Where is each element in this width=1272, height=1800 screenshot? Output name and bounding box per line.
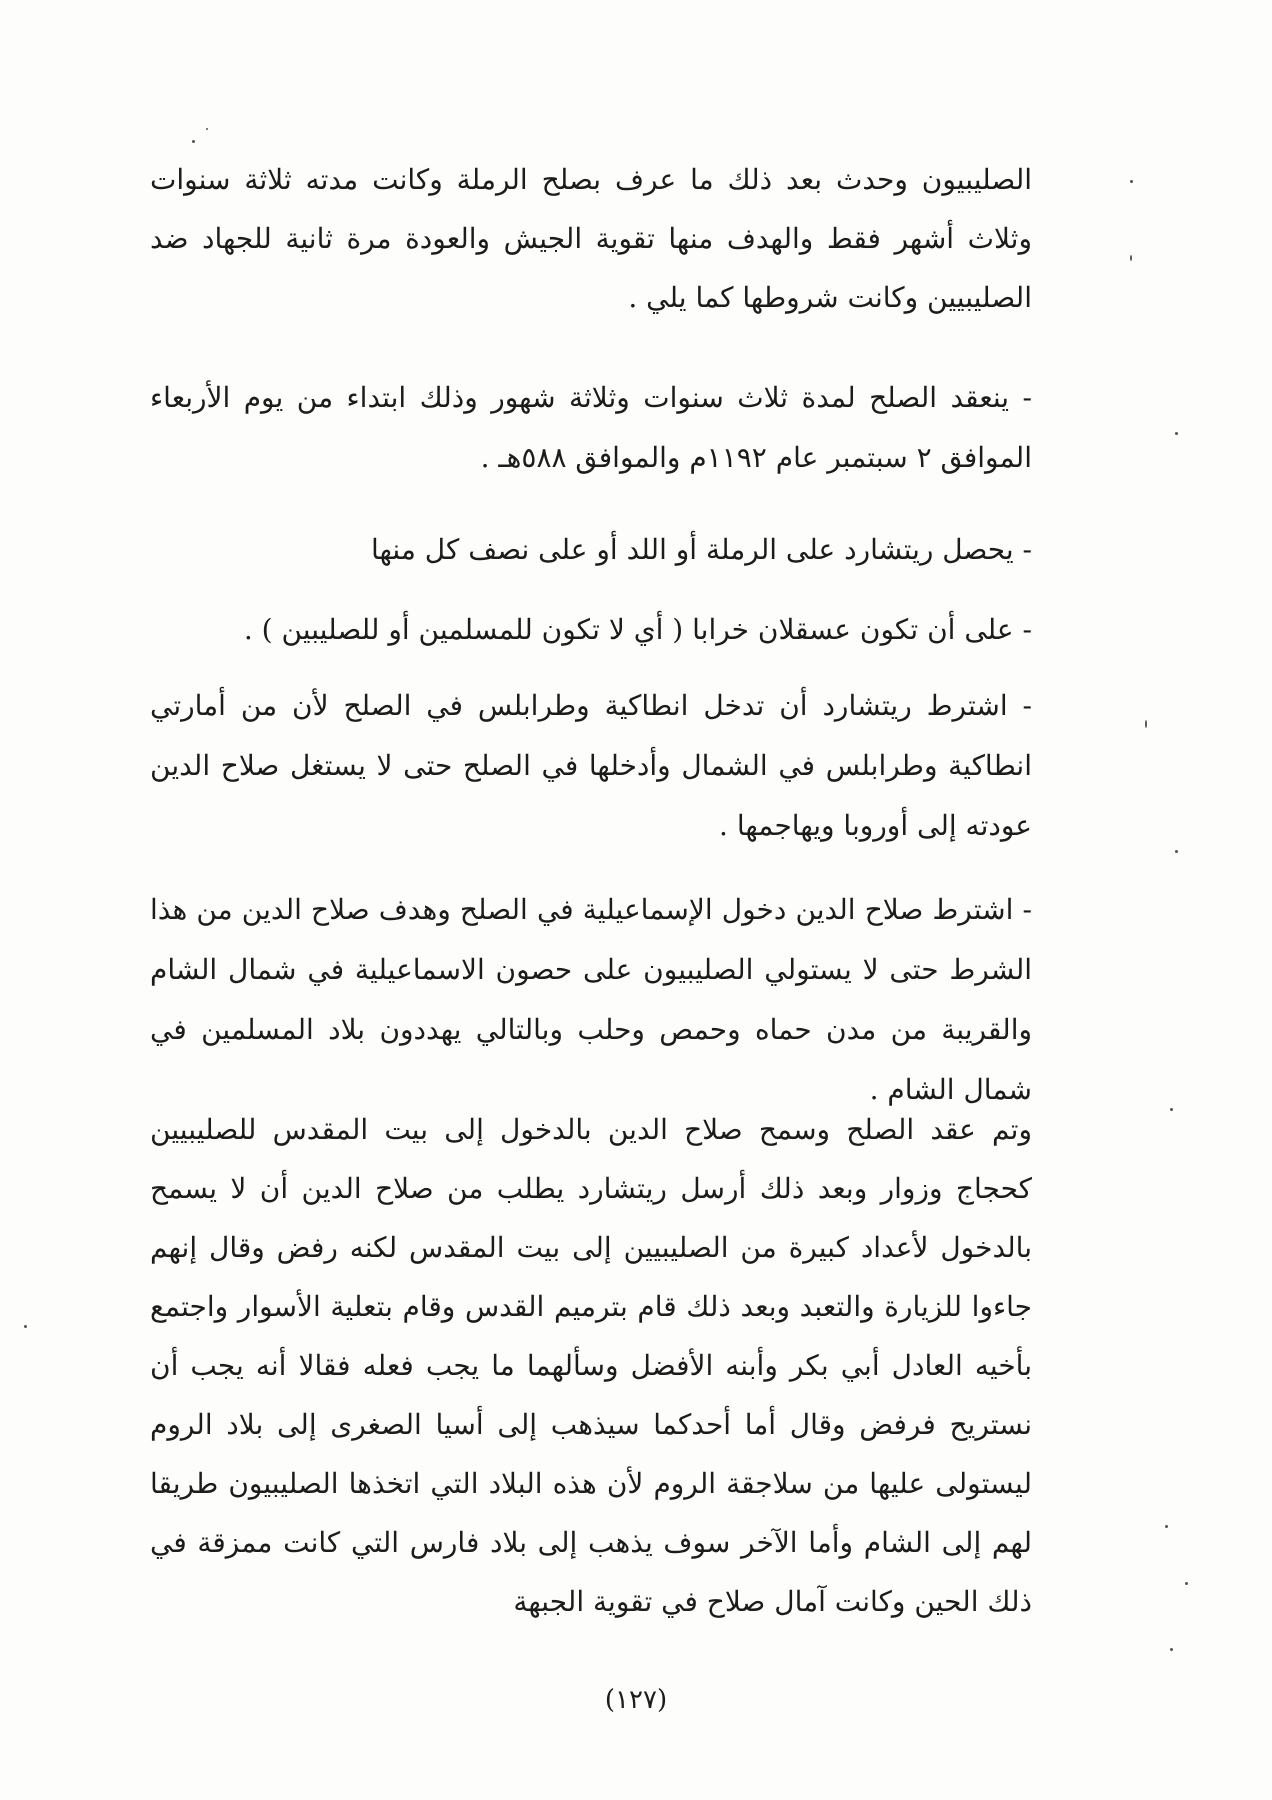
condition-2: - يحصل ريتشارد على الرملة أو اللد أو على نصف كل منها bbox=[370, 533, 1032, 566]
scan-speck bbox=[1130, 180, 1133, 183]
scan-speck bbox=[1175, 850, 1178, 853]
page-number: (١٢٧) bbox=[604, 1685, 668, 1715]
scan-speck bbox=[1170, 1108, 1173, 1111]
scan-speck bbox=[1185, 1582, 1188, 1585]
scan-speck bbox=[1165, 1525, 1168, 1528]
scan-speck bbox=[1170, 1648, 1173, 1651]
scan-speck bbox=[1130, 255, 1132, 261]
scan-speck bbox=[206, 128, 208, 130]
intro-paragraph: الصليبيون وحدث بعد ذلك ما عرف بصلح الرملة وكانت مدته ثلاثة سنوات وثلاث أشهر فقط والهدف منها تقوية الجيش والعودة مرة ثانية للجهاد ضد الصليبيين وكانت شروطها كما يلي . bbox=[150, 163, 1032, 314]
closing-paragraph: وتم عقد الصلح وسمح صلاح الدين بالدخول إلى بيت المقدس للصليبيين كحجاج وزوار وبعد ذلك أرسل ريتشارد يطلب من صلاح الدين أن لا يسمح بالدخول لأعداد كبيرة من الصليبيين إلى بيت المقدس لكنه رفض وقال إنهم جاءوا للزيارة والتعبد وبعد ذلك قام بترميم القدس وقام بتعلية الأسوار واجتمع بأخيه العادل أبي بكر وأبنه الأفضل وسألهما ما يجب فعله فقالا أنه يجب أن نستريح فرفض وقال أما أحدكما سيذهب إلى أسيا الصغرى إلى بلاد الروم ليستولى عليها من سلاجقة الروم لأن هذه البلاد التي اتخذها الصليبيون طريقا لهم إلى الشام وأما الآخر سوف يذهب إلى بلاد فارس التي كانت ممزقة في ذلك الحين وكانت آمال صلاح في تقوية الجبهة bbox=[150, 1113, 1032, 1618]
condition-3: - على أن تكون عسقلان خرابا ( أي لا تكون للمسلمين أو للصليبين ) . bbox=[243, 613, 1032, 646]
scan-speck bbox=[1145, 720, 1147, 728]
scan-speck bbox=[192, 140, 195, 143]
condition-4: - اشترط ريتشارد أن تدخل انطاكية وطرابلس في الصلح لأن من أمارتي انطاكية وطرابلس في الشمال وأدخلها في الصلح حتى لا يستغل صلاح الدين عودته إلى أوروبا ويهاجمها . bbox=[150, 689, 1032, 842]
scan-speck bbox=[24, 1325, 27, 1328]
condition-1: - ينعقد الصلح لمدة ثلاث سنوات وثلاثة شهور وذلك ابتداء من يوم الأربعاء الموافق ٢ سبتمبر عام ١١٩٢م والموافق ٥٨٨هـ . bbox=[150, 381, 1032, 474]
condition-5: - اشترط صلاح الدين دخول الإسماعيلية في الصلح وهدف صلاح الدين من هذا الشرط حتى لا يستولي الصليبيون على حصون الاسماعيلية في شمال الشام والقريبة من مدن حماه وحمص وحلب وبالتالي يهددون بلاد المسلمين في شمال الشام . bbox=[150, 893, 1032, 1106]
scan-speck bbox=[1175, 432, 1178, 435]
